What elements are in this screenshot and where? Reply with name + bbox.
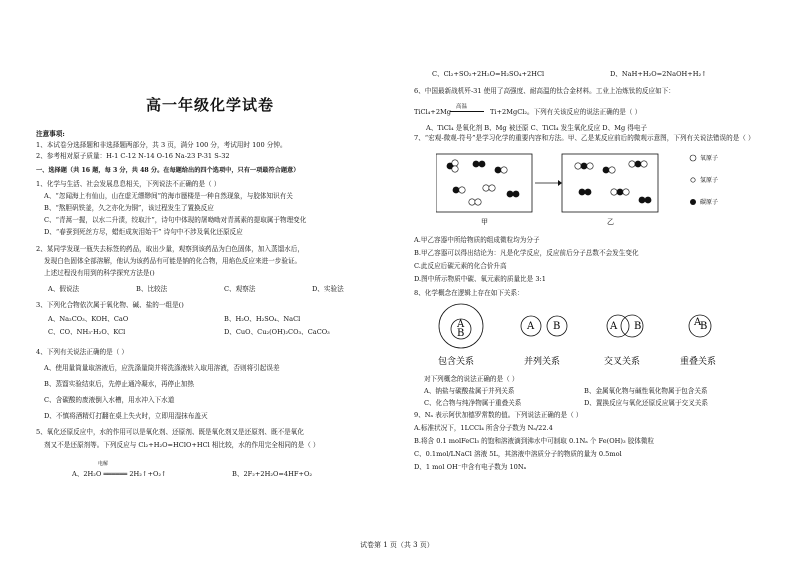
q1-option-c: C、“青蒿一握，以水二升渍，绞取汁”，诗句中体现的屠呦呦对青蒿素的提取属于物理变化	[44, 216, 307, 224]
q5-option-c: C、Cl₂+SO₂+2H₂O=H₂SO₄+2HCl	[432, 70, 545, 78]
q6-condition: 高温	[456, 104, 468, 110]
q2-option-d: D、实验法	[312, 285, 344, 293]
q3-stem: 3、下列化合物依次属于氧化物、碱、盐的一组是()	[36, 301, 184, 309]
q5-stem-2: 剂又不是还原剂等。下列反应与 Cl₂+H₂O=HClO+HCl 相比较，水的作用完全相同的是（ ）	[44, 441, 320, 449]
q9-stem: 9、Nₐ 表示阿伏加德罗常数的值。下列说法正确的是（ ）	[414, 411, 583, 419]
oxygen-atom-icon	[690, 155, 696, 161]
q9-option-b: B.将含 0.1 molFeCl₃ 的饱和溶液滴到沸水中可制取 0.1Nₐ 个 Fe(OH)₃ 胶体微粒	[414, 437, 655, 445]
q8-overlap-b: B	[700, 321, 708, 332]
q8-cross-a: A	[610, 321, 618, 332]
q6-reaction-arrow	[450, 111, 484, 112]
q2-stem-1: 2、某同学发现一瓶失去标签的药品，取出少量，观察到该药品为白色固体，加入蒸馏水后，	[36, 245, 304, 253]
q8-parallel-a: A	[527, 321, 535, 332]
q7-label-yi: 乙	[607, 218, 614, 226]
q1-option-b: B、“熬胆矾铁釜，久之亦化为铜”，该过程发生了置换反应	[44, 204, 214, 212]
q1-stem: 1、化学与生活、社会发展息息相关，下列说法不正确的是（ ）	[36, 180, 221, 188]
note-line-2: 2、参考相对原子质量：H-1 C-12 N-14 O-16 Na-23 P-31 S-32	[36, 152, 230, 160]
q6-stem: 6、中国最新战机歼-31 使用了高强度、耐高温的钛合金材料。工业上冶炼钛的反应如下：	[414, 87, 675, 95]
hydrogen-atom-icon	[691, 178, 695, 182]
q3-option-a: A、Na₂CO₃、KOH、CaO	[48, 315, 129, 323]
q7-option-d: D.图中所示物质中碳、氧元素的质量比是 3:1	[414, 275, 546, 283]
q1-option-a: A、“忽闻海上有仙山，山在虚无缥缈间”的海市蜃楼是一种自然现象，与胶体知识有关	[44, 192, 293, 200]
q4-stem: 4、下列有关说法正确的是（ ）	[36, 348, 129, 356]
q6-options: A、TiCl₄ 是氧化剂 B、Mg 被还原 C、TiCl₄ 发生氧化反应 D、Mg 得电子	[426, 124, 648, 132]
q4-option-c: C、含碳酸的废液倒入水槽，用水冲入下水道	[44, 396, 175, 404]
q7-stem: 7、“宏观-微观-符号”是学习化学的重要内容和方法。甲、乙是某反应前后的微观示意图，下列有关说法错误的是（ ）	[414, 134, 755, 142]
q8-stem: 8、化学概念在逻辑上存在如下关系：	[414, 289, 524, 297]
q2-option-c: C、观察法	[224, 285, 256, 293]
q7-molecules-yi	[575, 161, 652, 204]
q7-legend-oxygen: 氧原子	[700, 155, 719, 162]
q5-option-d: D、NaH+H₂O=2NaOH+H₂↑	[610, 70, 707, 78]
q7-reaction-diagram	[436, 148, 686, 230]
q8-cross-b: B	[634, 321, 642, 332]
q5-option-b: B、2F₂+2H₂O=4HF+O₂	[232, 470, 312, 478]
q8-caption-overlap: 重叠关系	[680, 357, 717, 367]
q3-option-d: D、CuO、Cu₂(OH)₂CO₃、CaCO₃	[224, 328, 330, 336]
q2-option-b: B、比较法	[136, 285, 168, 293]
q9-option-a: A.标准状况下，1LCCl₄ 所含分子数为 Nₐ/22.4	[414, 424, 553, 432]
q4-option-b: B、蒸馏实验结束后，先停止通冷凝水，再停止加热	[44, 380, 194, 388]
q7-arrow-head	[558, 180, 562, 186]
q5-option-a: A、2H₂O ══════ 2H₂↑+O₂↑	[72, 470, 167, 478]
q5-electrolysis-label: 电解	[98, 461, 109, 467]
q8-option-d: D、置换反应与氧化还原反应属于交叉关系	[584, 399, 708, 407]
q8-overlap-a: A	[694, 317, 702, 328]
q8-inclusion-b: B	[457, 328, 465, 339]
q3-option-b: B、H₂O、H₂SO₄、NaCl	[224, 315, 301, 323]
notes-heading: 注意事项:	[36, 130, 65, 138]
q8-parallel-b: B	[553, 321, 561, 332]
q7-legend-carbon: 碳原子	[700, 199, 719, 206]
q7-legend-hydrogen: 氢原子	[700, 177, 719, 184]
q7-option-c: C.此反应后碳元素的化合价升高	[414, 262, 507, 270]
q8-relation-diagrams	[428, 300, 738, 372]
q4-option-d: D、不慎将酒精灯打翻在桌上失火时，立即用湿抹布盖灭	[44, 412, 208, 420]
section-heading: 一、选择题（共 16 题，每 3 分，共 48 分。在每题给出的四个选项中，只有一项最符合题意）	[36, 167, 300, 174]
q8-caption-parallel: 并列关系	[524, 357, 561, 367]
q6-equation-right: Ti+2MgCl₂。下列有关该反应的说法正确的是（ ）	[490, 108, 642, 116]
q8-question: 对下列概念的说法正确的是（ ）	[424, 375, 519, 383]
q3-option-c: C、CO、NH₃·H₂O、KCl	[48, 328, 126, 336]
q2-stem-2: 发现白色固体全部溶解，他认为该药品有可能是钠的化合物，用焰色反应来进一步验证。	[44, 257, 302, 265]
q7-molecules-jia	[447, 160, 520, 205]
q9-option-d: D、1 mol OH⁻中含有电子数为 10Nₐ	[414, 463, 527, 471]
note-line-1: 1、本试卷分选择题和非选择题两部分，共 3 页，满分 100 分，考试用时 100 分钟。	[36, 141, 287, 149]
q8-inclusion-a: A	[457, 319, 465, 330]
q2-option-a: A、假说法	[48, 285, 80, 293]
carbon-atom-icon	[690, 199, 696, 205]
q8-option-a: A、钠盐与碳酸盐属于并列关系	[424, 387, 515, 395]
q8-caption-cross: 交叉关系	[604, 357, 641, 367]
page-title: 高一年级化学试卷	[146, 96, 275, 114]
q1-option-d: D、“春蚕到死丝方尽，蜡炬成灰泪始干” 诗句中不涉及氧化还原反应	[44, 228, 243, 236]
q8-option-c: C、化合物与纯净物属于重叠关系	[424, 399, 522, 407]
q7-option-b: B.甲乙容器可以得出结论为：凡是化学反应，反应前后分子总数不会发生变化	[414, 249, 639, 257]
q7-legend	[688, 148, 748, 218]
q2-stem-3: 上述过程没有用到的科学探究方法是()	[44, 269, 155, 277]
q4-option-a: A、使用量筒量取溶液后，应洗涤量筒并将洗涤液转入取用溶液，否则将引起误差	[44, 364, 280, 372]
page-footer: 试卷第 1 页（共 3 页）	[360, 541, 434, 549]
q7-option-a: A.甲乙容器中所给物质的组成微粒均为分子	[414, 236, 540, 244]
q5-stem-1: 5、氧化还原反应中，水的作用可以是氧化剂、还原剂、既是氧化剂又是还原剂、既不是氧化	[36, 428, 304, 436]
q8-option-b: B、金属氧化物与碱性氧化物属于包含关系	[584, 387, 708, 395]
q6-equation-left: TiCl₄+2Mg	[414, 108, 451, 116]
q7-label-jia: 甲	[481, 218, 488, 226]
q9-option-c: C、0.1mol/LNaCl 溶液 5L，其溶液中溶质分子的物质的量为 0.5mol	[414, 450, 622, 458]
q8-caption-inclusion: 包含关系	[438, 357, 475, 367]
